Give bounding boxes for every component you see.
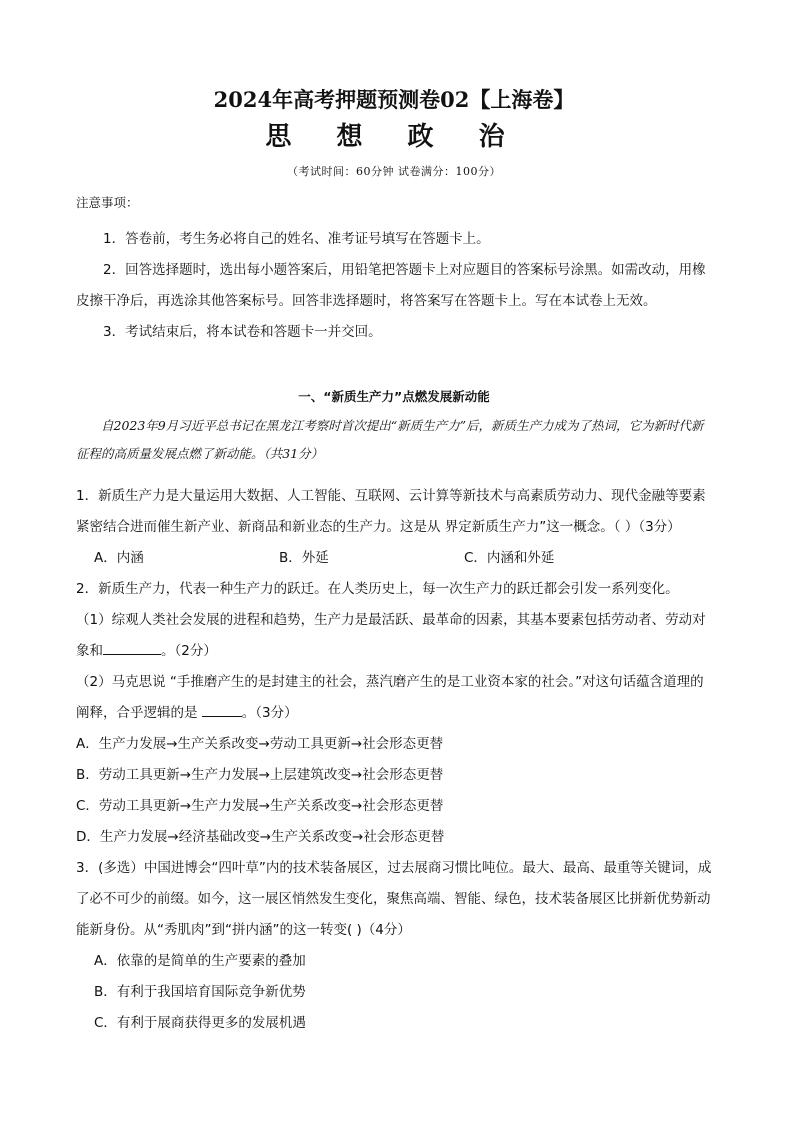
notice-title: 注意事项： xyxy=(76,195,139,210)
question-2-stem: 2．新质生产力，代表一种生产力的跃迁。在人类历史上，每一次生产力的跃迁都会引发一系列变化。 xyxy=(76,580,679,597)
question-1-options xyxy=(76,543,712,574)
subject-title: 思 想 政 治 xyxy=(265,122,523,152)
question-2-sub-1-score: 。（2分） xyxy=(161,642,217,659)
question-3-choice-b: B．有利于我国培育国际竞争新优势 xyxy=(94,983,306,1000)
section-intro: 自2023年9月习近平总书记在黑龙江考察时首次提出“新质生产力”后，新质生产力成为了热词，它为新时代新征程的高质量发展点燃了新动能。（共31分） xyxy=(76,418,704,461)
question-1-option-a: A．内涵 xyxy=(94,549,144,566)
question-3-stem: 3．(多选）中国进博会“四叶草”内的技术装备展区，过去展商习惯比吨位。最大、最高、最重等关键词，成了必不可少的前缀。如今，这一展区悄然发生变化，聚焦高端、智能、绿色，技术装备展区比拼新优势新动能新身份。从“秀肌肉”到“拼内涵”的这一转变( )（4分） xyxy=(76,859,712,938)
exam-title: 2024年高考押题预测卷02【上海卷】 xyxy=(213,87,575,112)
notice-list xyxy=(76,224,712,348)
question-2-choice-a: A．生产力发展→生产关系改变→劳动工具更新→社会形态更替 xyxy=(76,735,444,752)
question-2-sub-2-score: 。（3分） xyxy=(241,704,298,721)
notice-item-2: 2．回答选择题时，选出每小题答案后，用铅笔把答题卡上对应题目的答案标号涂黑。如需改动，用橡皮擦干净后，再选涂其他答案标号。回答非选择题时，将答案写在答题卡上。写在本试卷上无效。 xyxy=(76,262,706,309)
question-2-choice-c: C．劳动工具更新→生产力发展→生产关系改变→社会形态更替 xyxy=(76,797,444,814)
question-3-choice-a: A．依靠的是简单的生产要素的叠加 xyxy=(94,952,306,969)
question-2-sub-2 xyxy=(76,667,712,729)
question-2-sub-1 xyxy=(76,605,712,667)
question-2-choice-b: B．劳动工具更新→生产力发展→上层建筑改变→社会形态更替 xyxy=(76,766,444,783)
question-2-sub-1-text: （1）综观人类社会发展的进程和趋势，生产力是最活跃、最革命的因素，其基本要素包括劳动者、劳动对象和 xyxy=(76,611,706,659)
section-title: 一、“新质生产力”点燃发展新动能 xyxy=(298,389,490,404)
question-1-stem: 1．新质生产力是大量运用大数据、人工智能、互联网、云计算等新技术与高素质劳动力、现代金融等要素紧密结合进而催生新产业、新商品和新业态的生产力。这是从 界定新质生产力”这一概念。（ ）（3分） xyxy=(76,487,706,535)
answer-blank xyxy=(202,702,242,717)
question-1-option-b: B．外延 xyxy=(279,549,329,566)
answer-blank xyxy=(103,640,161,655)
question-3-choice-c: C．有利于展商获得更多的发展机遇 xyxy=(94,1014,306,1031)
exam-meta: （考试时间：60分钟 试卷满分：100分） xyxy=(287,165,501,178)
question-2-sub-2-text: （2）马克思说 “手推磨产生的是封建主的社会，蒸汽磨产生的是工业资本家的社会。”对这句话蕴含道理的阐释，合乎逻辑的是 xyxy=(76,673,704,721)
question-2-choice-d: D．生产力发展→经济基础改变→生产关系改变→社会形态更替 xyxy=(76,828,445,845)
question-1-option-c: C．内涵和外延 xyxy=(464,549,555,566)
notice-item-3: 3．考试结束后，将本试卷和答题卡一并交回。 xyxy=(103,324,382,340)
notice-item-1: 1．答卷前，考生务必将自己的姓名、准考证号填写在答题卡上。 xyxy=(103,231,490,247)
